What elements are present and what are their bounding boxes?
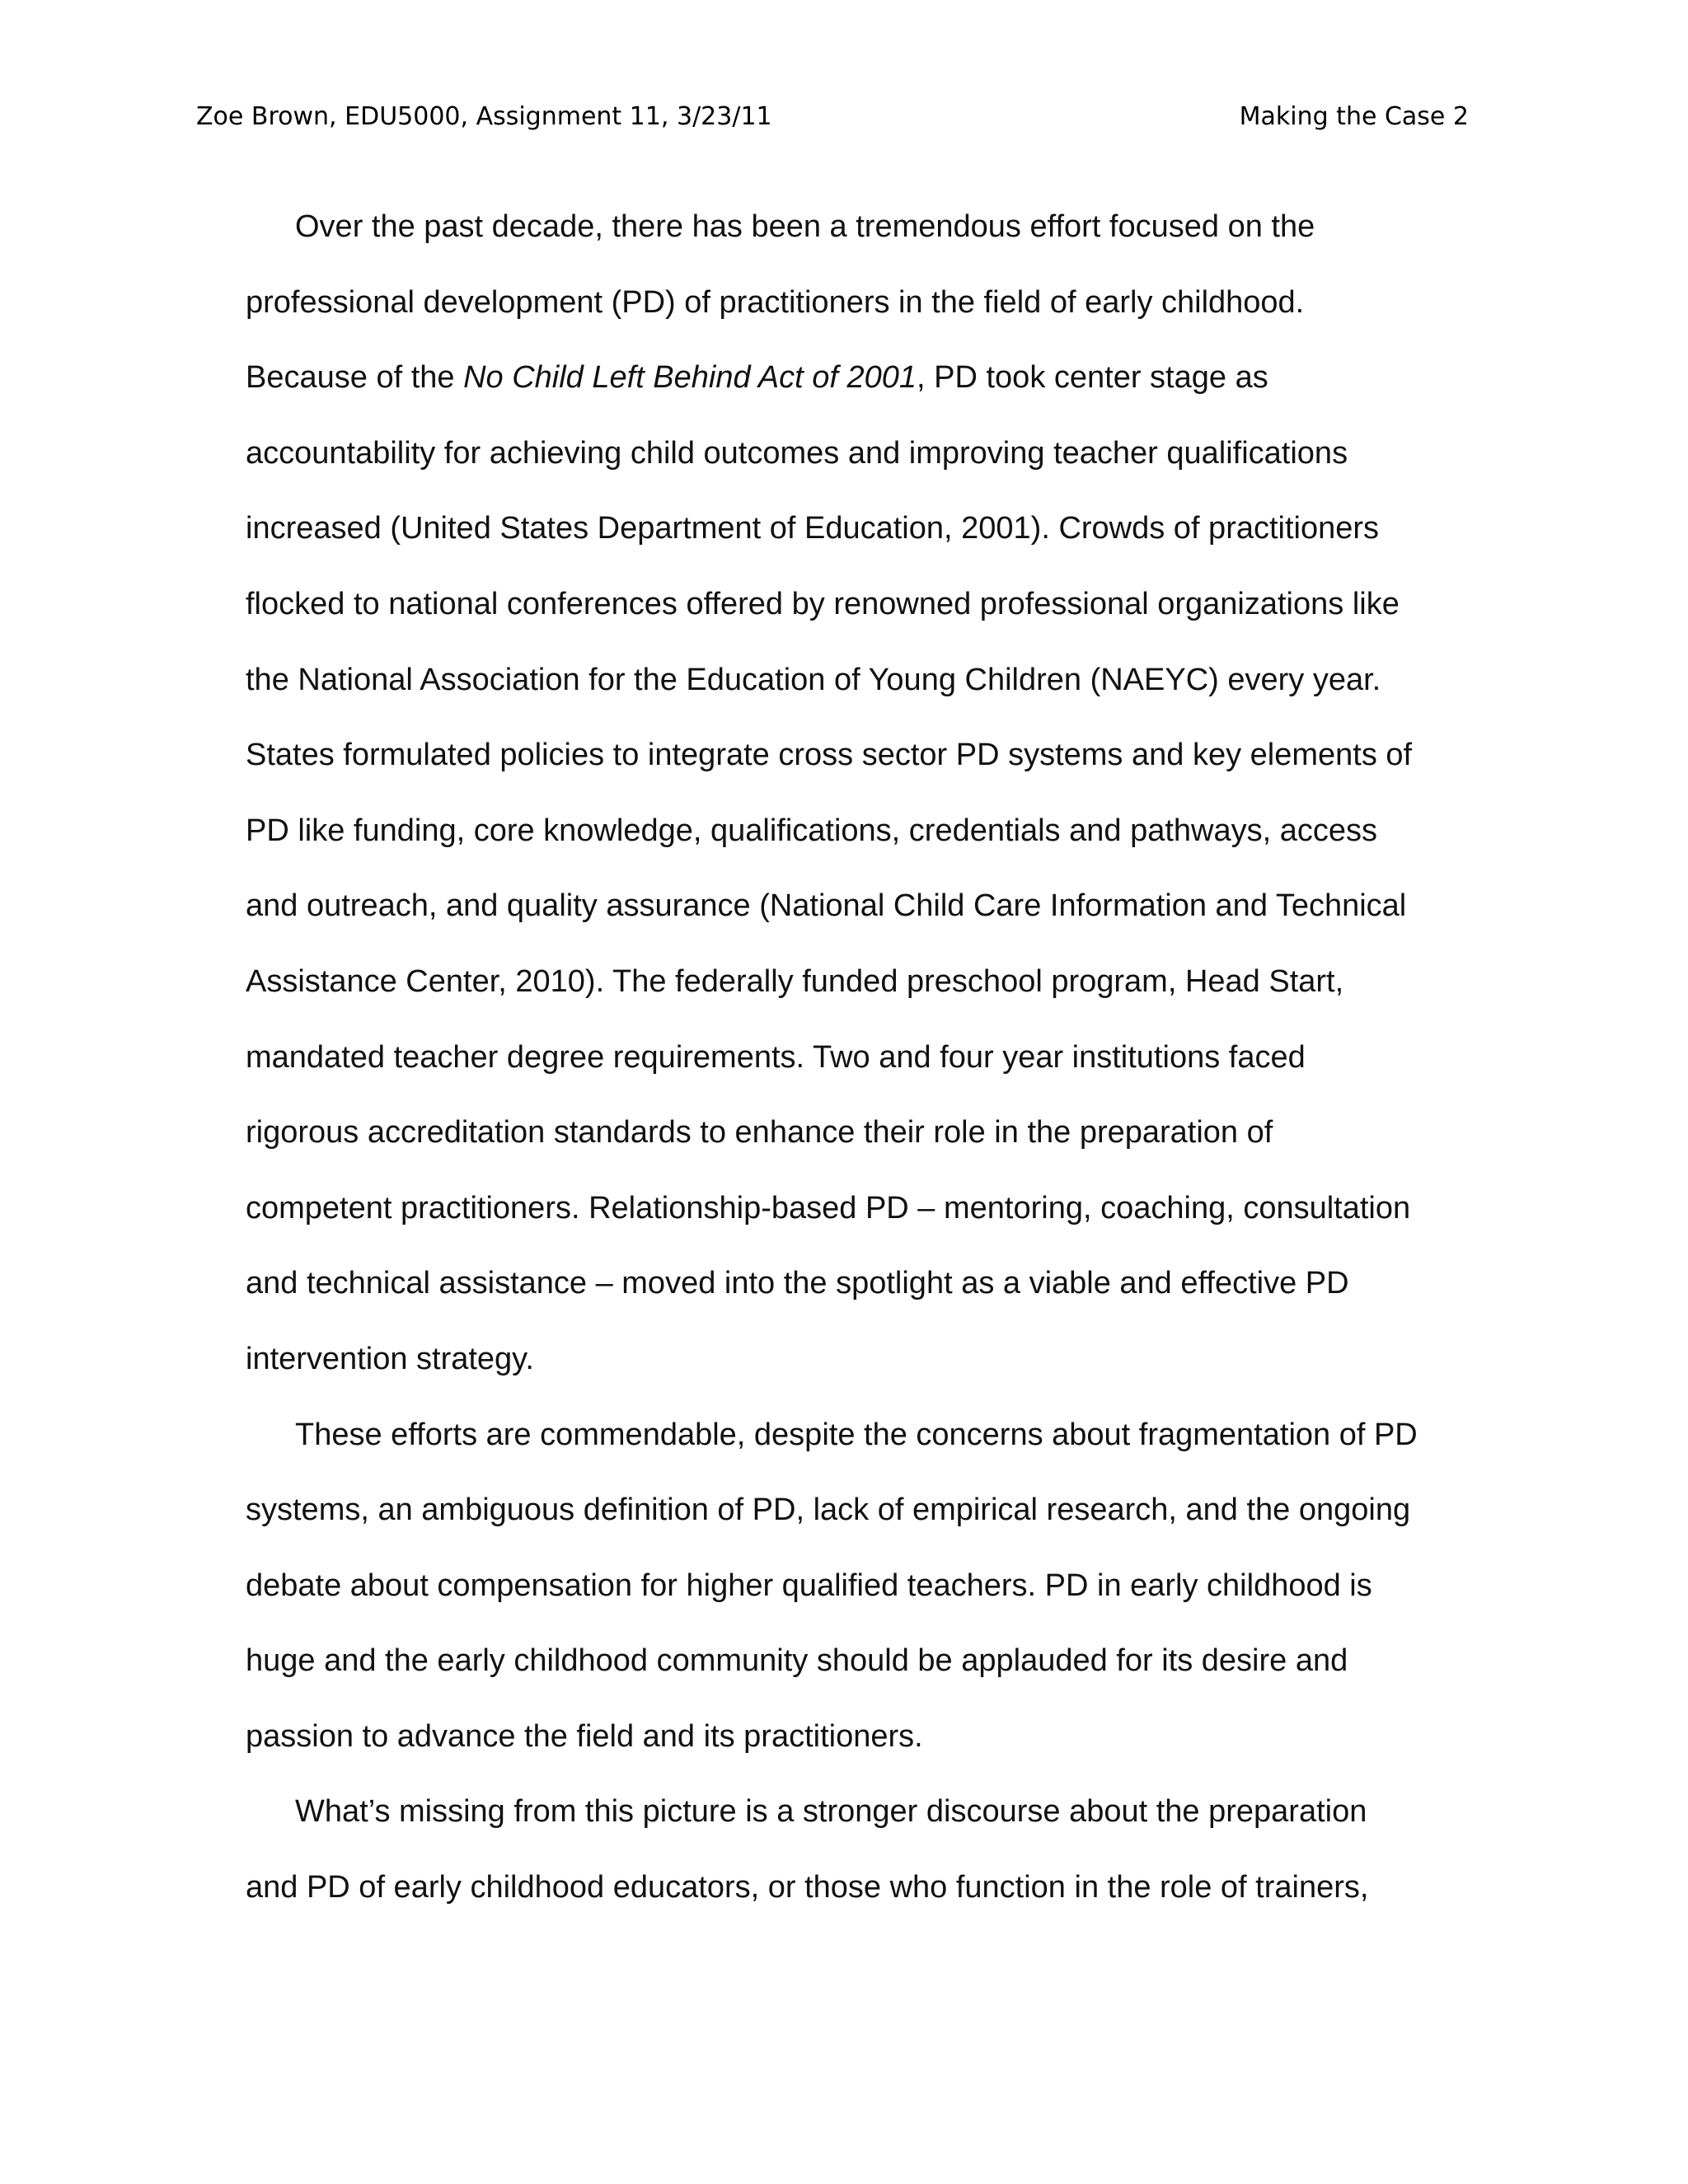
running-header-author: Zoe Brown, EDU5000, Assignment 11, 3/23/11 (196, 102, 772, 131)
paragraph-1-line: increased (United States Department of Education, 2001). Crowds of practitioners (246, 511, 1380, 546)
paragraph-1-line: mandated teacher degree requirements. Two and four year institutions faced (246, 1039, 1306, 1075)
text-run: Because of the (246, 360, 464, 396)
paragraph-1-line: PD like funding, core knowledge, qualifications, credentials and pathways, access (246, 813, 1377, 848)
paragraph-1-line: the National Association for the Education of Young Children (NAEYC) every year. (246, 662, 1381, 697)
paragraph-1-line: competent practitioners. Relationship-based PD – mentoring, coaching, consultation (246, 1190, 1411, 1226)
paragraph-1-line: States formulated policies to integrate cross sector PD systems and key elements of (246, 738, 1413, 773)
body-text (246, 199, 1482, 1936)
paragraph-2-line: debate about compensation for higher qualified teachers. PD in early childhood is (246, 1568, 1372, 1603)
paragraph-1-line: rigorous accreditation standards to enhance their role in the preparation of (246, 1115, 1273, 1151)
paragraph-1-line: and outreach, and quality assurance (National Child Care Information and Technical (246, 888, 1407, 924)
paragraph-3-line: What’s missing from this picture is a stronger discourse about the preparation (295, 1794, 1367, 1830)
paragraph-1-line: flocked to national conferences offered by renowned professional organizations like (246, 586, 1400, 621)
paragraph-1-line: accountability for achieving child outcomes and improving teacher qualifications (246, 435, 1348, 471)
paragraph-1-line: professional development (PD) of practitioners in the field of early childhood. (246, 284, 1305, 320)
paragraph-2-line: passion to advance the field and its practitioners. (246, 1718, 923, 1754)
paragraph-3-line: and PD of early childhood educators, or those who function in the role of trainers, (246, 1870, 1369, 1905)
paragraph-1-line: intervention strategy. (246, 1341, 534, 1376)
paragraph-2-line: systems, an ambiguous definition of PD, lack of empirical research, and the ongoing (246, 1493, 1411, 1528)
paragraph-1-line: Over the past decade, there has been a tremendous effort focused on the (295, 209, 1315, 244)
paragraph-1-line: and technical assistance – moved into the spotlight as a viable and effective PD (246, 1266, 1349, 1301)
paragraph-2-line: These efforts are commendable, despite the concerns about fragmentation of PD (295, 1417, 1418, 1452)
running-header-title-page: Making the Case 2 (1239, 102, 1469, 131)
paragraph-1-line-with-citation (246, 350, 1482, 426)
paragraph-1-line: Assistance Center, 2010). The federally funded preschool program, Head Start, (246, 963, 1344, 999)
paragraph-2-line: huge and the early childhood community should be applauded for its desire and (246, 1643, 1348, 1679)
text-run: , PD took center stage as (917, 360, 1268, 396)
act-title-italic: No Child Left Behind Act of 2001 (463, 360, 917, 396)
